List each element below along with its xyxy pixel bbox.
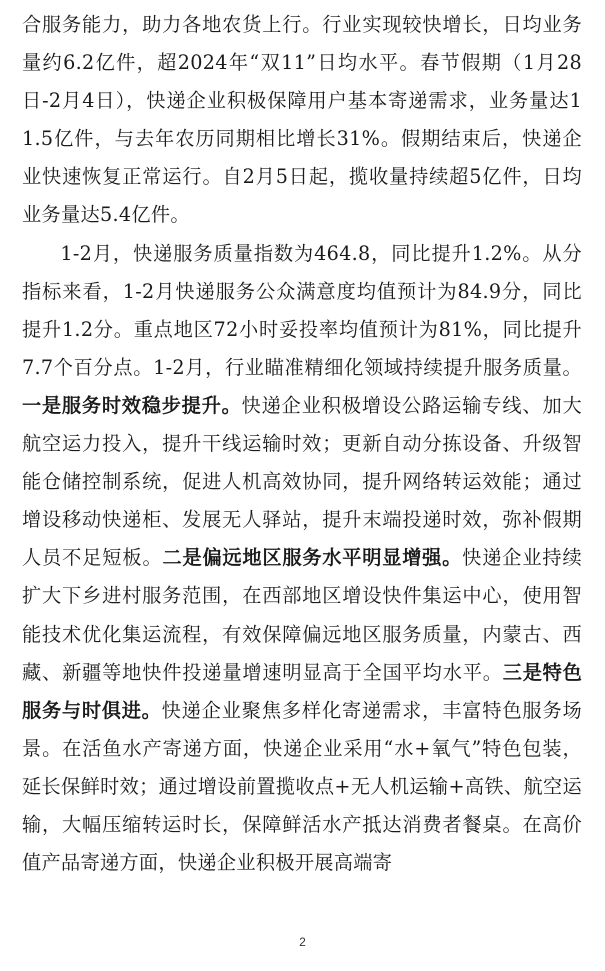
paragraph-2 <box>22 235 582 883</box>
heading-special-services: 三是特色服务与时俱进。 <box>22 660 582 722</box>
paragraph-1-text: 合服务能力，助力各地农货上行。行业实现较快增长，日均业务量约6.2亿件，超2024年“双11”日均水平。春节假期（1月28日-2月4日），快递企业积极保障用户基本寄递需求，业务量达11.5亿件，与去年农历同期相比增长31%。假期结束后，快递企业快速恢复正常运行。自2月5日起，揽收量持续超5亿件，日均业务量达5.4亿件。 <box>22 13 582 227</box>
paragraph-2-text-b: 快递企业积极增设公路运输专线、加大航空运力投入，提升干线运输时效；更新自动分拣设备、升级智能仓储控制系统，促进人机高效协同，提升网络转运效能；通过增设移动快递柜、发展无人驿站，提升末端投递时效，弥补假期人员不足短板。 <box>22 393 582 570</box>
paragraph-2-text-d: 快递企业聚焦多样化寄递需求，丰富特色服务场景。在活鱼水产寄递方面，快递企业采用“水+氧气”特色包装，延长保鲜时效；通过增设前置揽收点+无人机运输+高铁、航空运输，大幅压缩转运时长，保障鲜活水产抵达消费者餐桌。在高价值产品寄递方面，快递企业积极开展高端寄 <box>22 698 582 875</box>
page-number: 2 <box>299 935 306 949</box>
paragraph-2-text-a: 1-2月，快递服务质量指数为464.8，同比提升1.2%。从分指标来看，1-2月快递服务公众满意度均值预计为84.9分，同比提升1.2分。重点地区72小时妥投率均值预计为81%，同比提升7.7个百分点。1-2月，行业瞄准精细化领域持续提升服务质量。 <box>22 241 582 379</box>
document-page <box>22 6 582 882</box>
paragraph-1 <box>22 6 582 235</box>
heading-service-timeliness: 一是服务时效稳步提升。 <box>22 393 242 417</box>
heading-remote-areas: 二是偏远地区服务水平明显增强。 <box>162 546 463 570</box>
paragraph-2-text-c: 快递企业持续扩大下乡进村服务范围，在西部地区增设快件集运中心，使用智能技术优化集运流程，有效保障偏远地区服务质量，内蒙古、西藏、新疆等地快件投递量增速明显高于全国平均水平。 <box>22 546 582 684</box>
